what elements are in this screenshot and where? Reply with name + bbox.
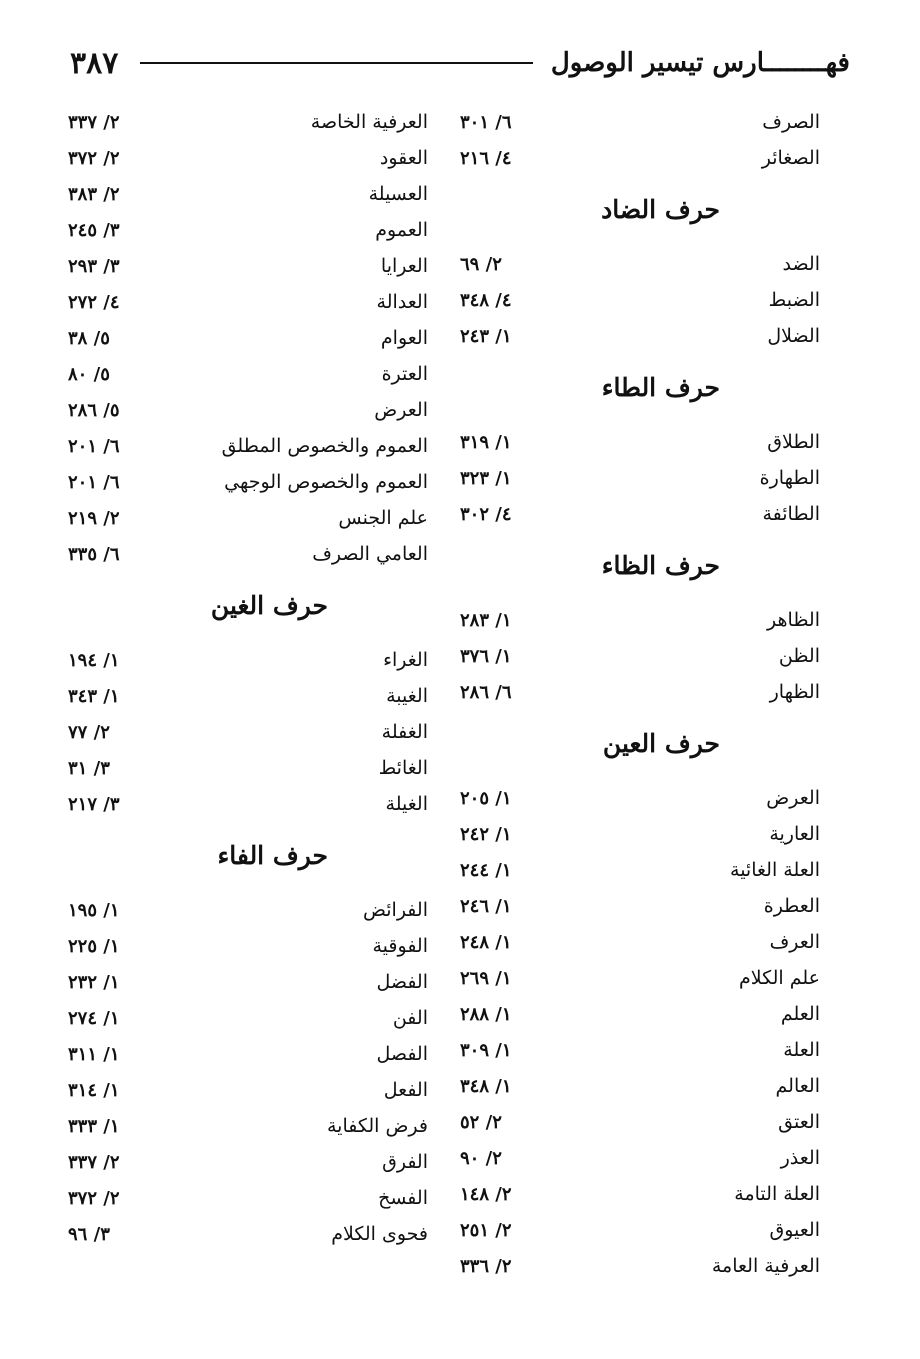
page-reference: ٥/ ٨٠ — [68, 364, 110, 385]
page-reference: ١/ ٣١١ — [68, 1044, 120, 1065]
section-heading-fa: حرف الفاء — [217, 841, 328, 870]
entry-list — [68, 104, 428, 572]
index-entry — [460, 888, 820, 924]
index-entry — [68, 284, 428, 320]
page-reference: ٢/ ١٤٨ — [460, 1184, 512, 1205]
index-entry — [68, 1216, 428, 1252]
page-reference: ١/ ٢٦٩ — [460, 968, 512, 989]
index-entry — [68, 928, 428, 964]
page-reference: ٢/ ٣٣٧ — [68, 1152, 120, 1173]
index-entry — [68, 1144, 428, 1180]
page-reference: ١/ ٣٢٣ — [460, 468, 512, 489]
page-reference: ١/ ٢٤٨ — [460, 932, 512, 953]
index-term: الطائفة — [762, 503, 820, 525]
index-entry — [460, 424, 820, 460]
index-column-right — [460, 104, 820, 1284]
index-term: الفرائض — [362, 899, 428, 921]
index-entry — [460, 638, 820, 674]
index-term: الفصل — [376, 1043, 428, 1065]
index-entry — [68, 464, 428, 500]
page-reference: ١/ ٢٤٢ — [460, 824, 512, 845]
page-reference: ٢/ ٧٧ — [68, 722, 110, 743]
index-term: العسيلة — [368, 183, 428, 205]
index-term: الطلاق — [767, 431, 820, 453]
index-term: العتق — [778, 1111, 820, 1133]
index-entry — [68, 1108, 428, 1144]
page-reference: ١/ ١٩٤ — [68, 650, 120, 671]
index-entry — [68, 750, 428, 786]
section-heading-ta: حرف الطاء — [601, 373, 720, 402]
entry-list — [68, 892, 428, 1252]
index-entry — [460, 1032, 820, 1068]
index-term: الفسخ — [378, 1187, 428, 1209]
index-entry — [68, 320, 428, 356]
index-entry — [460, 1176, 820, 1212]
section-heading-ghain: حرف الغين — [210, 591, 328, 620]
section-heading-ain: حرف العين — [602, 729, 720, 758]
index-term: العوام — [380, 327, 428, 349]
index-entry — [68, 1072, 428, 1108]
index-entry — [460, 674, 820, 710]
page-reference: ١/ ٣٠٩ — [460, 1040, 512, 1061]
index-term: الفرق — [382, 1151, 428, 1173]
page-reference: ٢/ ٢٥١ — [460, 1220, 512, 1241]
index-entry — [68, 964, 428, 1000]
index-term: الغائط — [378, 757, 428, 779]
entry-list — [460, 246, 820, 354]
index-term: العلة التامة — [734, 1183, 820, 1205]
index-term: العيوق — [769, 1219, 820, 1241]
page-reference: ٥/ ٢٨٦ — [68, 400, 120, 421]
page-reference: ٢/ ٣٨٣ — [68, 184, 120, 205]
index-term: الظهار — [769, 681, 820, 703]
page-reference: ١/ ٢٧٤ — [68, 1008, 120, 1029]
index-entry — [68, 678, 428, 714]
index-term: الضد — [782, 253, 820, 275]
entry-list — [460, 780, 820, 1284]
index-entry — [68, 248, 428, 284]
index-term: الغراء — [383, 649, 428, 671]
index-term: العالم — [775, 1075, 820, 1097]
page-reference: ١/ ٢٠٥ — [460, 788, 512, 809]
index-entry — [460, 140, 820, 176]
section-heading-za: حرف الظاء — [601, 551, 720, 580]
index-entry — [460, 460, 820, 496]
index-entry — [68, 140, 428, 176]
page-number: ٣٨٧ — [70, 45, 119, 81]
page-header — [70, 38, 850, 88]
index-entry — [460, 924, 820, 960]
page-reference: ٦/ ٣٣٥ — [68, 544, 120, 565]
page-reference: ١/ ٢٤٣ — [460, 326, 512, 347]
index-term: الفعل — [383, 1079, 428, 1101]
index-term: علم الجنس — [338, 507, 428, 529]
entry-list — [460, 602, 820, 710]
entry-list — [68, 642, 428, 822]
page-reference: ١/ ٣٣٣ — [68, 1116, 120, 1137]
index-term: الظن — [778, 645, 820, 667]
index-term: العلة — [783, 1039, 820, 1061]
index-term: الغيبة — [386, 685, 428, 707]
index-term: الصرف — [762, 111, 820, 133]
page-reference: ٦/ ٢٠١ — [68, 472, 120, 493]
index-term: الطهارة — [759, 467, 820, 489]
index-column-left — [68, 104, 428, 1252]
page-reference: ٥/ ٣٨ — [68, 328, 110, 349]
index-term: العامي الصرف — [312, 543, 428, 565]
index-term: العذر — [780, 1147, 820, 1169]
index-term: العدالة — [376, 291, 428, 313]
page-reference: ١/ ٣١٤ — [68, 1080, 120, 1101]
page-reference: ١/ ١٩٥ — [68, 900, 120, 921]
index-term: العموم والخصوص المطلق — [221, 435, 428, 457]
index-term: الضبط — [768, 289, 820, 311]
index-entry — [460, 282, 820, 318]
index-entry — [68, 356, 428, 392]
index-entry — [68, 176, 428, 212]
index-term: العلم — [780, 1003, 820, 1025]
running-title: فهــــــــارس تيسير الوصول — [550, 48, 850, 78]
index-entry — [460, 1104, 820, 1140]
index-term: العارية — [769, 823, 820, 845]
index-term: العموم — [375, 219, 428, 241]
index-entry — [460, 960, 820, 996]
page-reference: ١/ ٢٢٥ — [68, 936, 120, 957]
index-entry — [68, 104, 428, 140]
index-term: العرفية العامة — [711, 1255, 820, 1277]
index-entry — [460, 1068, 820, 1104]
index-entry — [460, 104, 820, 140]
index-term: علم الكلام — [739, 967, 820, 989]
index-term: العرض — [766, 787, 820, 809]
page-reference: ١/ ٣٤٣ — [68, 686, 120, 707]
index-term: الضلال — [767, 325, 820, 347]
index-entry — [68, 1180, 428, 1216]
page-reference: ٢/ ٣٣٧ — [68, 112, 120, 133]
index-entry — [460, 1140, 820, 1176]
entry-list — [460, 424, 820, 532]
index-entry — [460, 852, 820, 888]
page-reference: ١/ ٣١٩ — [460, 432, 512, 453]
index-term: العرايا — [380, 255, 428, 277]
index-term: العموم والخصوص الوجهي — [224, 471, 428, 493]
index-term: فرض الكفاية — [326, 1115, 428, 1137]
page-reference: ٤/ ٢٧٢ — [68, 292, 120, 313]
index-entry — [68, 714, 428, 750]
page-reference: ١/ ٢٤٦ — [460, 896, 512, 917]
entry-list — [460, 104, 820, 176]
page-reference: ٢/ ٣٣٦ — [460, 1256, 512, 1277]
index-term: العلة الغائية — [730, 859, 820, 881]
index-entry — [460, 246, 820, 282]
page-reference: ٢/ ٣٧٢ — [68, 1188, 120, 1209]
page-reference: ١/ ٢٨٣ — [460, 610, 512, 631]
page-reference: ٢/ ٦٩ — [460, 254, 502, 275]
index-entry — [460, 816, 820, 852]
page-reference: ٢/ ٢١٩ — [68, 508, 120, 529]
index-entry — [68, 392, 428, 428]
page-reference: ١/ ٣٧٦ — [460, 646, 512, 667]
page-reference: ٦/ ٢٨٦ — [460, 682, 512, 703]
index-term: الغفلة — [381, 721, 428, 743]
page-reference: ٤/ ٢١٦ — [460, 148, 512, 169]
page-reference: ٢/ ٩٠ — [460, 1148, 502, 1169]
index-term: العرض — [374, 399, 428, 421]
index-entry — [68, 536, 428, 572]
index-entry — [68, 642, 428, 678]
index-entry — [460, 496, 820, 532]
page-reference: ٣/ ٢٩٣ — [68, 256, 120, 277]
index-entry — [460, 996, 820, 1032]
index-entry — [460, 602, 820, 638]
page-reference: ٢/ ٣٧٢ — [68, 148, 120, 169]
index-entry — [68, 1036, 428, 1072]
index-entry — [460, 318, 820, 354]
index-term: الصغائر — [761, 147, 820, 169]
section-heading-dad: حرف الضاد — [601, 195, 720, 224]
index-term: الغيلة — [385, 793, 428, 815]
index-entry — [460, 1212, 820, 1248]
page-reference: ٤/ ٣٤٨ — [460, 290, 512, 311]
index-term: الفضل — [376, 971, 428, 993]
page-reference: ٣/ ٢٤٥ — [68, 220, 120, 241]
index-entry — [68, 212, 428, 248]
page-reference: ١/ ٢٣٢ — [68, 972, 120, 993]
page-reference: ٣/ ٢١٧ — [68, 794, 120, 815]
index-term: العرفية الخاصة — [310, 111, 428, 133]
page-reference: ٣/ ٩٦ — [68, 1224, 110, 1245]
index-term: العقود — [379, 147, 428, 169]
index-term: الفن — [392, 1007, 428, 1029]
page-reference: ٣/ ٣١ — [68, 758, 110, 779]
index-entry — [68, 428, 428, 464]
page-reference: ٤/ ٣٠٢ — [460, 504, 512, 525]
page-reference: ٦/ ٢٠١ — [68, 436, 120, 457]
index-term: العترة — [381, 363, 428, 385]
index-term: العرف — [769, 931, 820, 953]
page-reference: ١/ ٣٤٨ — [460, 1076, 512, 1097]
index-entry — [460, 1248, 820, 1284]
index-term: الفوقية — [372, 935, 428, 957]
index-term: فحوى الكلام — [331, 1223, 428, 1245]
index-entry — [68, 892, 428, 928]
index-entry — [68, 500, 428, 536]
index-entry — [68, 786, 428, 822]
page-reference: ١/ ٢٤٤ — [460, 860, 512, 881]
index-term: الظاهر — [767, 609, 820, 631]
index-entry — [68, 1000, 428, 1036]
index-term: العطرة — [763, 895, 820, 917]
index-entry — [460, 780, 820, 816]
page-reference: ٢/ ٥٢ — [460, 1112, 502, 1133]
page-reference: ١/ ٢٨٨ — [460, 1004, 512, 1025]
header-rule — [140, 62, 533, 64]
page-reference: ٦/ ٣٠١ — [460, 112, 512, 133]
